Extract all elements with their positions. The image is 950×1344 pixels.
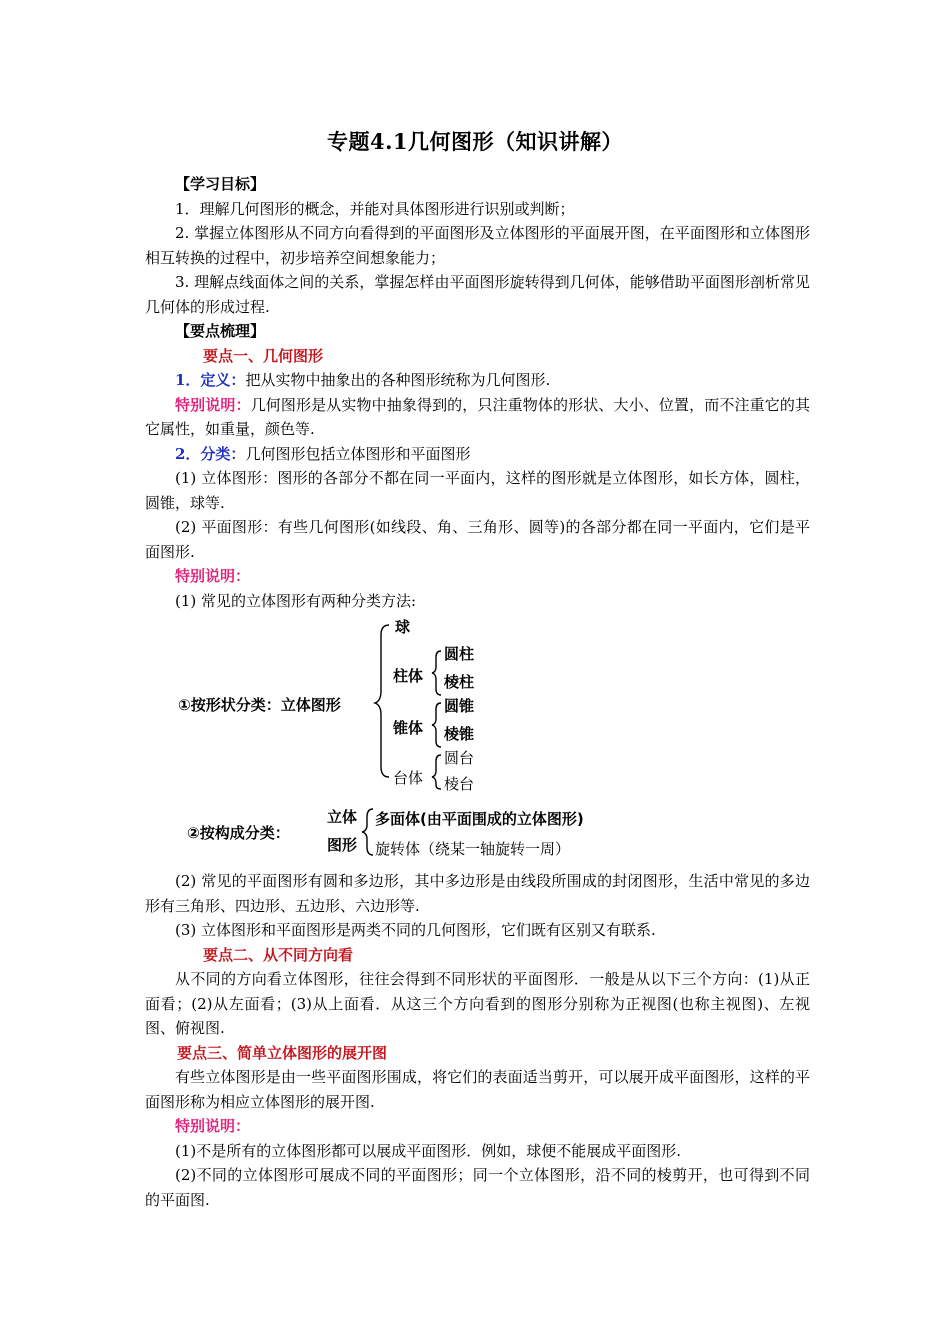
shape-classification-label: ①按形状分类：立体图形 [178, 696, 341, 714]
definition-paragraph [145, 368, 810, 393]
frustum-brace [432, 755, 441, 789]
point2-text: 从不同的方向看立体图形，往往会得到不同形状的平面图形．一般是从以下三个方向：(1)从正面看；(2)从左面看；(3)从上面看．从这三个方向看到的图形分别称为正视图(也称主视图)、左视图、俯视图. [145, 970, 810, 1037]
document-body [145, 172, 810, 1212]
prism-brace [432, 651, 441, 695]
classification-text: 几何图形包括立体图形和平面图形 [245, 444, 471, 463]
point3-heading: 要点三、简单立体图形的展开图 [177, 1043, 388, 1062]
special-note-label: 特别说明： [175, 395, 251, 414]
composition-classification-label: ②按构成分类： [187, 824, 290, 842]
key-points-heading: 【要点梳理】 [175, 322, 266, 340]
learning-goals-heading: 【学习目标】 [175, 175, 266, 193]
classification-label: 2．分类： [175, 444, 246, 463]
note2-item-2: (2) 常见的平面图形有圆和多边形，其中多边形是由线段所围成的封闭图形，生活中常见的多边形有三角形、四边形、五边形、六边形等. [145, 872, 810, 915]
ball-label: 球 [395, 618, 411, 636]
pyramid-label: 棱锥 [444, 725, 475, 743]
prism-frustum-label: 棱台 [444, 775, 475, 793]
cone-group-label: 锥体 [393, 719, 424, 737]
prism-group-label: 柱体 [393, 667, 424, 685]
prism-label: 棱柱 [444, 673, 475, 691]
main-brace [375, 625, 389, 777]
cone-label: 圆锥 [444, 697, 475, 715]
point3-note-2: (2)不同的立体图形可展成不同的平面图形；同一个立体图形，沿不同的棱剪开，也可得到不同的平面图. [145, 1166, 810, 1209]
classification-paragraph [145, 442, 810, 467]
note2-item-3: (3) 立体图形和平面图形是两类不同的几何图形，它们既有区别又有联系. [175, 921, 656, 939]
special-note-label-2: 特别说明： [175, 567, 251, 585]
point2-heading: 要点二、从不同方向看 [203, 945, 354, 964]
rotation-body-label: 旋转体（绕某一轴旋转一周） [375, 840, 571, 858]
cylinder-label: 圆柱 [444, 645, 475, 663]
note2-item-1: (1) 常见的立体图形有两种分类方法: [175, 591, 417, 610]
solid-figure-line2: 图形 [327, 836, 358, 854]
frustum-group-label: 台体 [393, 769, 424, 787]
definition-label: 1．定义： [175, 371, 246, 389]
plane-figure-paragraph: (2) 平面图形：有些几何图形(如线段、角、三角形、圆等)的各部分都在同一平面内，它们是平面图形. [145, 518, 810, 561]
special-note-text: 几何图形是从实物中抽象得到的，只注重物体的形状、大小、位置，而不注重它的其它属性，如重量，颜色等. [145, 395, 810, 438]
round-frustum-label: 圆台 [444, 749, 475, 767]
point3-note-1: (1)不是所有的立体图形都可以展成平面图形．例如，球便不能展成平面图形. [175, 1141, 682, 1160]
point1-heading: 要点一、几何图形 [203, 346, 324, 365]
learning-goal-3: 3. 理解点线面体之间的关系，掌握怎样由平面图形旋转得到几何体，能够借助平面图形剖析常见几何体的形成过程. [145, 273, 810, 316]
point3-text: 有些立体图形是由一些平面图形围成，将它们的表面适当剪开，可以展开成平面图形，这样的平面图形称为相应立体图形的展开图. [145, 1068, 810, 1111]
special-note-paragraph [145, 393, 810, 442]
shape-classification-diagram [145, 615, 810, 791]
point3-note-label: 特别说明： [175, 1117, 251, 1135]
solid-figure-line1: 立体 [327, 808, 358, 826]
solid-figure-paragraph: (1) 立体图形：图形的各部分不都在同一平面内，这样的图形就是立体图形，如长方体，圆柱，圆锥，球等. [145, 469, 810, 512]
learning-goal-2: 2. 掌握立体图形从不同方向看得到的平面图形及立体图形的平面展开图，在平面图形和立体图形相互转换的过程中，初步培养空间想象能力； [145, 224, 810, 267]
definition-text: 把从实物中抽象出的各种图形统称为几何图形. [245, 371, 551, 389]
page-title: 专题4.1几何图形（知识讲解） [326, 129, 624, 154]
cone-brace [432, 703, 441, 747]
composition-brace [362, 809, 373, 855]
learning-goal-1: 1．理解几何图形的概念，并能对具体图形进行识别或判断； [175, 199, 575, 218]
composition-classification-diagram [145, 799, 810, 865]
polyhedron-label: 多面体(由平面围成的立体图形) [375, 810, 584, 828]
